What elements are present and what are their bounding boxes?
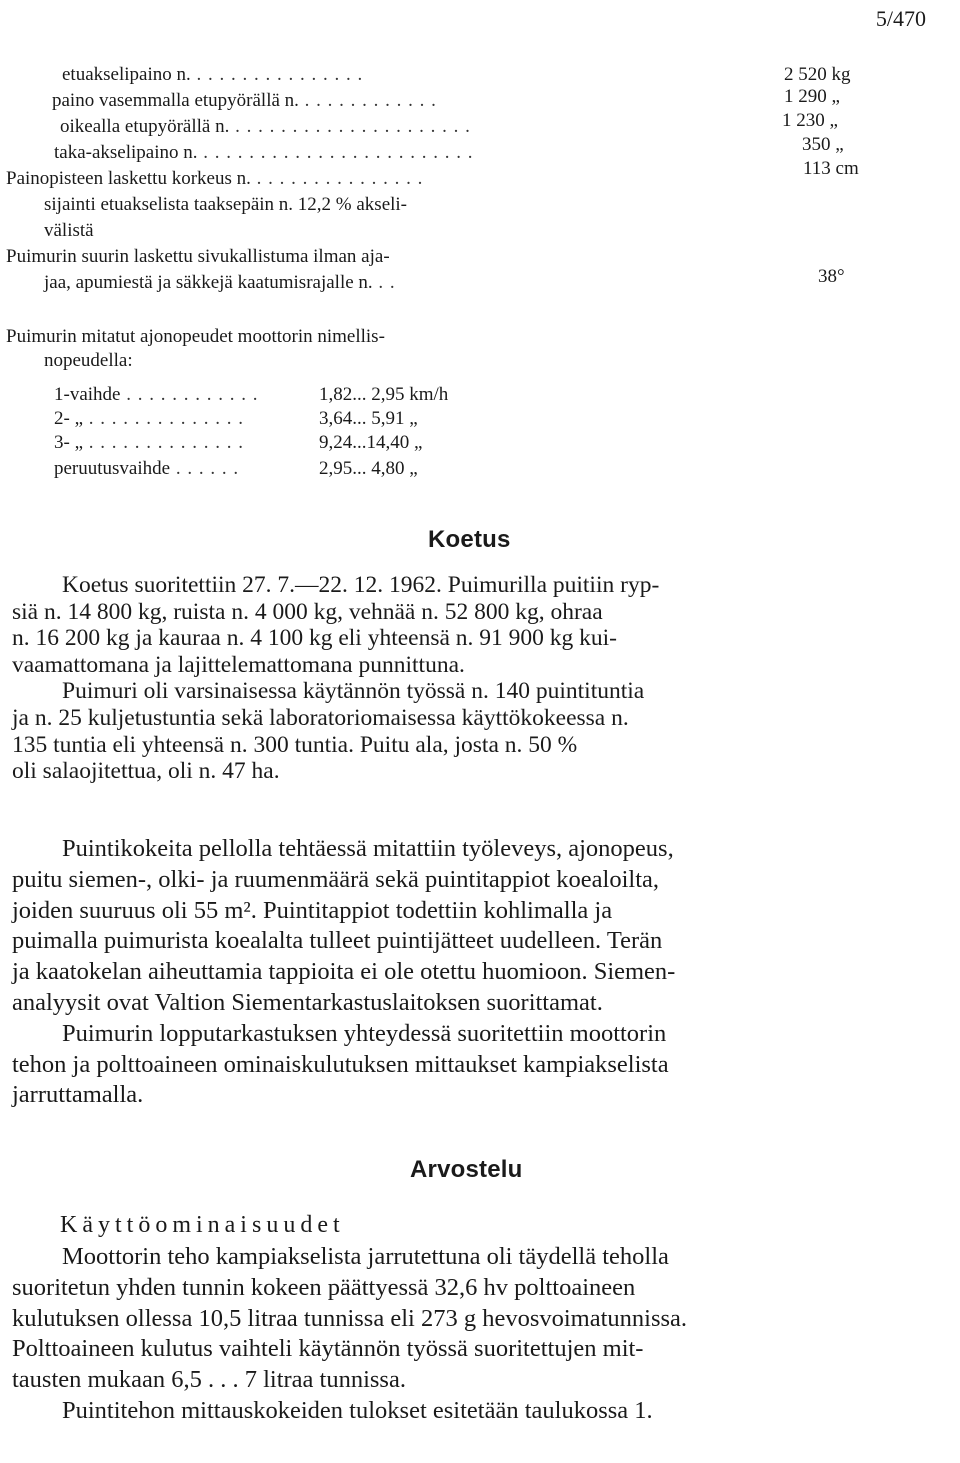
text-line: vaamattomana ja lajittelemattomana punnittuna. xyxy=(12,651,465,678)
spec-value: 2 520 kg xyxy=(784,64,851,85)
spec-value: 1 290 „ xyxy=(784,86,840,107)
spec-value: 1 230 „ xyxy=(782,110,838,131)
text-line: Polttoaineen kulutus vaihteli käytännön työssä suoritettujen mit- xyxy=(12,1335,644,1363)
text-line: Koetus suoritettiin 27. 7.—22. 12. 1962. Puimurilla puitiin ryp- xyxy=(62,572,660,598)
koetus-paragraph-2 xyxy=(12,834,942,1111)
text-line: puitu siemen-, olki- ja ruumenmäärä sekä puintitappiot koealoilta, xyxy=(12,865,660,893)
text-line: ja n. 25 kuljetustuntia sekä laboratoriomaisessa käyttökokeessa n. xyxy=(12,704,629,731)
spec-label: etuakselipaino n. . . . . . . . . . . . . . . . xyxy=(62,64,364,85)
speed-row: 2- „ . . . . . . . . . . . . . . 3,64... 5,91 „ xyxy=(54,408,418,429)
text-line: siä n. 14 800 kg, ruista n. 4 000 kg, vehnää n. 52 800 kg, ohraa xyxy=(12,598,603,625)
arvostelu-paragraph xyxy=(12,1242,942,1427)
section-heading-koetus: Koetus xyxy=(428,526,511,553)
spec-label: taka-akselipaino n. . . . . . . . . . . . . . . . . . . . . . . . . xyxy=(54,142,474,163)
page-number: 5/470 xyxy=(875,6,926,31)
spec-value: 113 cm xyxy=(803,158,859,179)
text-line: jarruttamalla. xyxy=(12,1081,144,1109)
speed-row: peruutusvaihde . . . . . . 2,95... 4,80 „ xyxy=(54,458,418,479)
spec-label: sijainti etuakselista taaksepäin n. 12,2 % akseli- xyxy=(44,194,408,215)
text-line: Puintitehon mittauskokeiden tulokset esitetään taulukossa 1. xyxy=(62,1396,653,1424)
spec-value: 38° xyxy=(818,266,845,287)
text-line: puimalla puimurista koealalta tulleet puintijätteet uudelleen. Terän xyxy=(12,927,663,955)
text-line: joiden suuruus oli 55 m². Puintitappiot todettiin kohlimalla ja xyxy=(12,896,613,924)
text-line: Moottorin teho kampiakselista jarrutettuna oli täydellä teholla xyxy=(62,1243,669,1270)
section-heading-arvostelu: Arvostelu xyxy=(410,1156,523,1183)
spec-label: välistä xyxy=(44,220,94,241)
text-line: Puimurin lopputarkastuksen yhteydessä suoritettiin moottorin xyxy=(62,1019,667,1047)
text-line: 135 tuntia eli yhteensä n. 300 tuntia. Puitu ala, josta n. 50 % xyxy=(12,731,578,758)
text-line: kulutuksen ollessa 10,5 litraa tunnissa eli 273 g hevosvoimatunnissa. xyxy=(12,1304,688,1332)
spec-label: jaa, apumiestä ja säkkejä kaatumisrajalle n. . . xyxy=(44,272,396,293)
speeds-subtitle: nopeudella: xyxy=(44,350,133,371)
text-line: analyysit ovat Valtion Siementarkastuslaitoksen suorittamat. xyxy=(12,988,603,1016)
spec-label: paino vasemmalla etupyörällä n. . . . . . . . . . . . . xyxy=(52,90,437,111)
speed-row: 3- „ . . . . . . . . . . . . . . 9,24...14,40 „ xyxy=(54,432,423,453)
text-line: Puimuri oli varsinaisessa käytännön työssä n. 140 puintituntia xyxy=(62,678,645,705)
spec-label: oikealla etupyörällä n. . . . . . . . . . . . . . . . . . . . . . xyxy=(60,116,471,137)
koetus-paragraph xyxy=(12,572,942,785)
subheading-kayttoominaisuudet: Käyttöominaisuudet xyxy=(60,1212,345,1238)
text-line: oli salaojitettua, oli n. 47 ha. xyxy=(12,758,280,785)
text-line: n. 16 200 kg ja kauraa n. 4 100 kg eli yhteensä n. 91 900 kg kui- xyxy=(12,625,618,652)
speeds-title: Puimurin mitatut ajonopeudet moottorin nimellis- xyxy=(6,326,385,347)
spec-label: Painopisteen laskettu korkeus n. . . . . . . . . . . . . . . . xyxy=(6,168,424,189)
text-line: suoritetun yhden tunnin kokeen päättyessä 32,6 hv polttoaineen xyxy=(12,1273,636,1301)
text-line: tausten mukaan 6,5 . . . 7 litraa tunnissa. xyxy=(12,1366,406,1394)
text-line: ja kaatokelan aiheuttamia tappioita ei ole otettu huomioon. Siemen- xyxy=(12,958,676,986)
text-line: tehon ja polttoaineen ominaiskulutuksen mittaukset kampiakselista xyxy=(12,1050,669,1078)
spec-value: 350 „ xyxy=(802,134,844,155)
spec-label: Puimurin suurin laskettu sivukallistuma ilman aja- xyxy=(6,246,390,267)
text-line: Puintikokeita pellolla tehtäessä mitattiin työleveys, ajonopeus, xyxy=(62,835,674,862)
speed-row: 1-vaihde . . . . . . . . . . . . 1,82... 2,95 km/h xyxy=(54,384,449,405)
